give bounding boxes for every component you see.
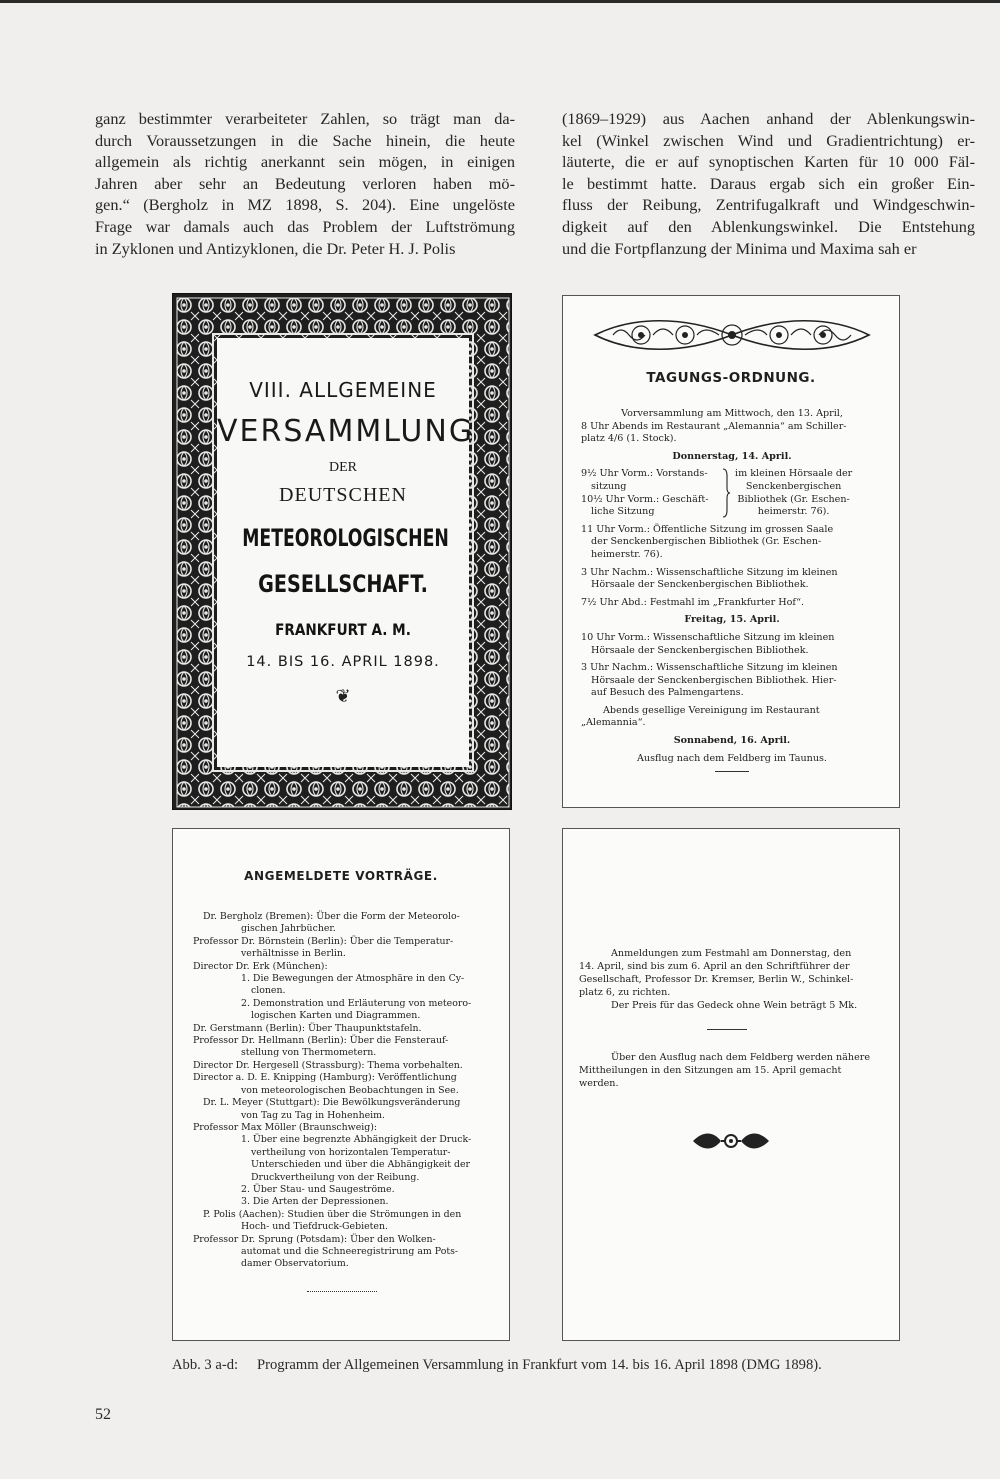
text-line: digkeit auf den Ablenkungswinkel. Die Entstehung: [562, 216, 975, 236]
vortrag-line: logischen Karten und Diagrammen.: [251, 1010, 421, 1022]
schedule-line: 7½ Uhr Abd.: Festmahl im „Frankfurter Hof“.: [581, 596, 805, 608]
anmeldungen-panel: [562, 828, 900, 1341]
vortrag-line: Dr. L. Meyer (Stuttgart): Die Bewölkungsveränderung: [203, 1097, 461, 1109]
text-line: ganz bestimmter verarbeiteter Zahlen, so trägt man da-: [95, 109, 515, 128]
top-rule: [0, 0, 1000, 3]
text-line: kel (Winkel zwischen Wind und Gradientrichtung) er-: [562, 130, 975, 150]
notice-line: Mittheilungen in den Sitzungen am 15. April gemacht: [579, 1065, 842, 1076]
anmeldungen-paragraph: [579, 947, 885, 1012]
schedule-line: 10½ Uhr Vorm.: Geschäft-: [581, 493, 709, 505]
schedule-line: platz 4/6 (1. Stock).: [581, 433, 677, 445]
text-line: läuterte, die er auf synoptischen Karten für 10 000 Fäl-: [562, 152, 975, 172]
schedule-line: Abends gesellige Vereinigung im Restaurant: [603, 704, 820, 716]
notice-line: Der Preis für das Gedeck ohne Wein beträgt 5 Mk.: [611, 1000, 858, 1011]
notice-line: Über den Ausflug nach dem Feldberg werden nähere: [611, 1052, 871, 1063]
title-edition: VIII. ALLGEMEINE: [249, 378, 437, 402]
vortrag-line: 3. Die Arten der Depressionen.: [241, 1196, 389, 1208]
ornament-header-icon: [593, 314, 871, 356]
vortrag-line: Professor Dr. Börnstein (Berlin): Über die Temperatur-: [193, 935, 454, 947]
vortrag-line: Professor Max Möller (Braunschweig):: [193, 1121, 378, 1133]
schedule-line: liche Sitzung: [591, 506, 655, 518]
schedule-line: Bibliothek (Gr. Eschen-: [737, 493, 850, 505]
fleuron-icon: ❦: [335, 686, 351, 707]
schedule-line: Hörsaale der Senckenbergischen Bibliothek.: [591, 644, 809, 656]
schedule-line: 3 Uhr Nachm.: Wissenschaftliche Sitzung im kleinen: [581, 566, 838, 578]
vortrag-line: 2. Über Stau- und Saugeströme.: [241, 1183, 395, 1195]
ornament-footer-icon: [691, 1129, 771, 1153]
schedule-line: auf Besuch des Palmengartens.: [591, 687, 744, 699]
title-gesellschaft: GESELLSCHAFT.: [258, 570, 428, 598]
notice-line: werden.: [579, 1078, 619, 1089]
title-location: FRANKFURT A. M.: [275, 620, 411, 639]
text-line: und die Fortpflanzung der Minima und Maxima sah er: [562, 238, 917, 258]
title-der: DER: [329, 460, 357, 475]
tagungs-ordnung-body: [581, 408, 883, 772]
schedule-line: sitzung: [591, 480, 627, 492]
text-line: fluss der Reibung, Zentrifugalkraft und Windgeschwin-: [562, 195, 975, 215]
divider: [715, 771, 749, 772]
notice-line: Gesellschaft, Professor Dr. Kremser, Berlin W., Schinkel-: [579, 974, 854, 985]
schedule-line: Hörsaale der Senckenbergischen Bibliothek. Hier-: [591, 674, 837, 686]
caption-text: Programm der Allgemeinen Versammlung in Frankfurt vom 14. bis 16. April 1898 (DMG 1898).: [257, 1357, 822, 1373]
schedule-line: Ausflug nach dem Feldberg im Taunus.: [637, 752, 827, 764]
vortrag-line: Unterschieden und über die Abhängigkeit der: [251, 1159, 471, 1171]
vortrag-line: verhältnisse in Berlin.: [241, 948, 346, 960]
figure-caption: [172, 1357, 822, 1374]
text-line: durch Voraussetzungen in die Sache hinein, die heute: [95, 130, 515, 150]
text-line: allgemein als richtig anerkannt sein mögen, in einigen: [95, 152, 515, 172]
day-heading-sonnabend: Sonnabend, 16. April.: [673, 735, 791, 747]
text-column-left: [95, 108, 515, 259]
vortrag-line: gischen Jahrbücher.: [241, 923, 336, 935]
vortrag-line: damer Observatorium.: [241, 1258, 349, 1270]
vortraege-panel: [172, 828, 510, 1341]
vortrag-line: Professor Dr. Sprung (Potsdam): Über den Wolken-: [193, 1233, 436, 1245]
schedule-line: im kleinen Hörsaale der: [735, 468, 853, 480]
schedule-line: 3 Uhr Nachm.: Wissenschaftliche Sitzung im kleinen: [581, 662, 838, 674]
vortrag-line: Dr. Bergholz (Bremen): Über die Form der Meteorolo-: [203, 911, 460, 922]
ausflug-paragraph: [579, 1051, 885, 1090]
caption-label: Abb. 3 a-d:: [172, 1357, 239, 1373]
text-line: gen.“ (Bergholz in MZ 1898, S. 204). Eine ungelöste: [95, 195, 515, 215]
divider: [307, 1291, 377, 1293]
notice-line: 14. April, sind bis zum 6. April an den Schriftführer der: [579, 961, 850, 972]
text-line: (1869–1929) aus Aachen anhand der Ablenkungswin-: [562, 109, 975, 128]
divider: [707, 1029, 747, 1030]
vortrag-line: stellung von Thermometern.: [241, 1047, 377, 1059]
title-meteorologischen: METEOROLOGISCHEN: [242, 524, 449, 552]
tagungs-ordnung-heading: TAGUNGS-ORDNUNG.: [646, 370, 816, 386]
curly-brace-icon: [721, 468, 731, 518]
sitzung-block: [581, 468, 883, 518]
text-line: Jahren aber sehr an Bedeutung verloren haben mö-: [95, 173, 515, 193]
schedule-line: Hörsaale der Senckenbergischen Bibliothek.: [591, 579, 809, 591]
title-versammlung: VERSAMMLUNG: [217, 414, 475, 449]
vortrag-line: Professor Dr. Hellmann (Berlin): Über die Fensterauf-: [193, 1035, 449, 1047]
schedule-line: 9½ Uhr Vorm.: Vorstands-: [581, 468, 708, 480]
text-line: le bestimmt hatte. Daraus ergab sich ein großer Ein-: [562, 173, 975, 193]
vortrag-line: P. Polis (Aachen): Studien über die Strömungen in den: [203, 1208, 462, 1220]
schedule-line: „Alemannia“.: [581, 717, 646, 729]
vortrag-line: Dr. Gerstmann (Berlin): Über Thaupunktstafeln.: [193, 1022, 422, 1034]
text-column-right: [562, 108, 975, 259]
day-heading-freitag: Freitag, 15. April.: [684, 614, 780, 626]
sitzung-location: [731, 468, 852, 518]
title-dates: 14. BIS 16. APRIL 1898.: [246, 654, 440, 670]
vortrag-line: Director Dr. Erk (München):: [193, 960, 328, 972]
schedule-line: 10 Uhr Vorm.: Wissenschaftliche Sitzung im kleinen: [581, 631, 835, 643]
notice-line: Anmeldungen zum Festmahl am Donnerstag, den: [611, 948, 852, 959]
vortrag-line: von meteorologischen Beobachtungen in See.: [241, 1084, 459, 1096]
text-line: in Zyklonen und Antizyklonen, die Dr. Peter H. J. Polis: [95, 238, 456, 258]
title-deutschen: DEUTSCHEN: [279, 484, 407, 506]
vortrag-line: clonen.: [251, 985, 286, 997]
vortrag-line: 1. Die Bewegungen der Atmosphäre in den Cy-: [241, 973, 465, 985]
vortrag-line: Director Dr. Hergesell (Strassburg): Thema vorbehalten.: [193, 1059, 463, 1071]
day-heading-donnerstag: Donnerstag, 14. April.: [672, 450, 792, 462]
schedule-line: der Senckenbergischen Bibliothek (Gr. Eschen-: [591, 536, 822, 548]
vortrag-line: Hoch- und Tiefdruck-Gebieten.: [241, 1221, 388, 1233]
vortrag-line: 1. Über eine begrenzte Abhängigkeit der Druck-: [241, 1134, 472, 1146]
vortraege-list: [193, 911, 491, 1271]
vortrag-line: 2. Demonstration und Erläuterung von meteoro-: [241, 997, 472, 1009]
vortraege-heading: ANGEMELDETE VORTRÄGE.: [244, 869, 438, 883]
notice-line: platz 6, zu richten.: [579, 987, 671, 998]
vortrag-line: Druckvertheilung von der Reibung.: [251, 1171, 420, 1183]
schedule-line: 8 Uhr Abends im Restaurant „Alemannia“ am Schiller-: [581, 420, 847, 432]
page-number: 52: [95, 1406, 111, 1423]
title-card-panel: [172, 293, 512, 810]
schedule-line: heimerstr. 76).: [591, 548, 663, 560]
vortrag-line: Director a. D. E. Knipping (Hamburg): Veröffentlichung: [193, 1072, 457, 1084]
schedule-line: heimerstr. 76).: [757, 506, 830, 518]
vortrag-line: vertheilung von horizontalen Temperatur-: [251, 1146, 451, 1158]
schedule-line: Vorversammlung am Mittwoch, den 13. April,: [621, 408, 843, 419]
sitzung-times: [581, 468, 721, 518]
schedule-line: Senckenbergischen: [745, 480, 842, 492]
title-card-inner: [217, 338, 475, 767]
schedule-line: 11 Uhr Vorm.: Öffentliche Sitzung im grossen Saale: [581, 523, 834, 535]
vortrag-line: automat und die Schneeregistrirung am Pots-: [241, 1245, 459, 1257]
vortrag-line: von Tag zu Tag in Hohenheim.: [241, 1109, 386, 1121]
text-line: Frage war damals auch das Problem der Luftströmung: [95, 216, 515, 236]
tagungs-ordnung-panel: [562, 295, 900, 808]
